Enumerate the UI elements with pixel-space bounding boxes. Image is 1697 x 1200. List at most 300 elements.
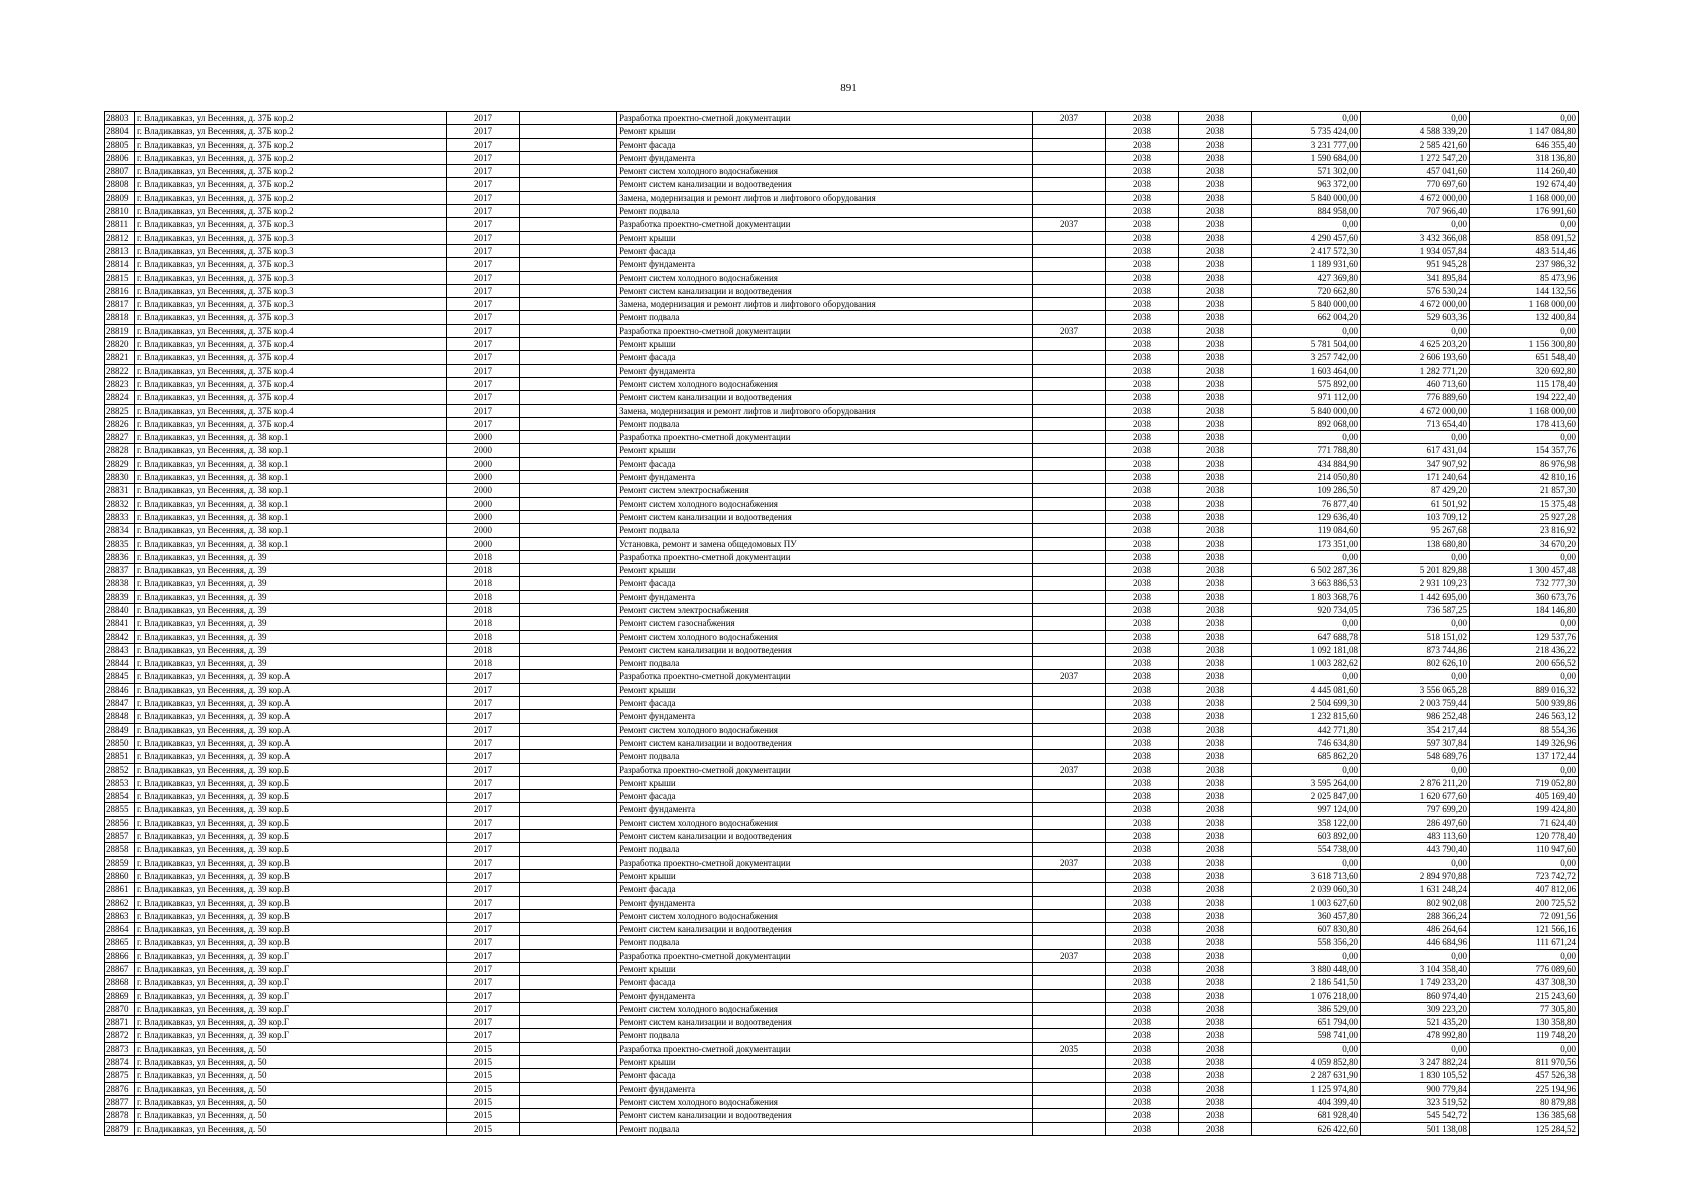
commission-year-cell: 2017 [447,923,520,936]
total-cost-cell: 5 781 504,00 [1252,338,1361,351]
table-row [105,617,1579,630]
commission-year-cell: 2015 [447,1069,520,1082]
row-number-cell: 28873 [105,1042,135,1055]
empty-cell [520,1122,617,1135]
design-year-cell [1033,1082,1106,1095]
plan-year-end-cell: 2038 [1179,564,1252,577]
empty-cell [520,564,617,577]
owners-cost-cell: 176 991,60 [1470,205,1579,218]
owners-cost-cell: 407 812,06 [1470,883,1579,896]
plan-year-end-cell: 2038 [1179,657,1252,670]
work-type-cell: Ремонт подвала [617,936,1033,949]
commission-year-cell: 2000 [447,510,520,523]
address-cell: г. Владикавказ, ул Весенняя, д. 37Б кор.4 [135,364,447,377]
fund-cost-cell: 1 282 771,20 [1361,364,1470,377]
fund-cost-cell: 0,00 [1361,550,1470,563]
address-cell: г. Владикавказ, ул Весенняя, д. 37Б кор.3 [135,244,447,257]
empty-cell [520,617,617,630]
table-row [105,643,1579,656]
plan-year-start-cell: 2038 [1106,231,1179,244]
plan-year-end-cell: 2038 [1179,856,1252,869]
address-cell: г. Владикавказ, ул Весенняя, д. 39 кор.Г [135,949,447,962]
owners-cost-cell: 0,00 [1470,763,1579,776]
address-cell: г. Владикавказ, ул Весенняя, д. 37Б кор.4 [135,417,447,430]
commission-year-cell: 2017 [447,178,520,191]
empty-cell [520,444,617,457]
plan-year-start-cell: 2038 [1106,151,1179,164]
owners-cost-cell: 0,00 [1470,617,1579,630]
owners-cost-cell: 237 986,32 [1470,258,1579,271]
plan-year-end-cell: 2038 [1179,923,1252,936]
row-number-cell: 28879 [105,1122,135,1135]
table-row [105,417,1579,430]
design-year-cell [1033,231,1106,244]
row-number-cell: 28825 [105,404,135,417]
fund-cost-cell: 478 992,80 [1361,1029,1470,1042]
work-type-cell: Ремонт крыши [617,776,1033,789]
owners-cost-cell: 215 243,60 [1470,989,1579,1002]
plan-year-end-cell: 2038 [1179,776,1252,789]
table-row [105,457,1579,470]
plan-year-end-cell: 2038 [1179,883,1252,896]
empty-cell [520,856,617,869]
design-year-cell [1033,457,1106,470]
owners-cost-cell: 723 742,72 [1470,869,1579,882]
owners-cost-cell: 0,00 [1470,550,1579,563]
owners-cost-cell: 457 526,38 [1470,1069,1579,1082]
design-year-cell [1033,736,1106,749]
empty-cell [520,883,617,896]
table-body [105,112,1579,1136]
design-year-cell [1033,936,1106,949]
empty-cell [520,723,617,736]
owners-cost-cell: 225 194,96 [1470,1082,1579,1095]
row-number-cell: 28810 [105,205,135,218]
work-type-cell: Ремонт систем канализации и водоотведения [617,510,1033,523]
fund-cost-cell: 457 041,60 [1361,165,1470,178]
address-cell: г. Владикавказ, ул Весенняя, д. 37Б кор.3 [135,298,447,311]
plan-year-end-cell: 2038 [1179,643,1252,656]
commission-year-cell: 2017 [447,670,520,683]
plan-year-start-cell: 2038 [1106,936,1179,949]
address-cell: г. Владикавказ, ул Весенняя, д. 37Б кор.2 [135,178,447,191]
plan-year-start-cell: 2038 [1106,311,1179,324]
total-cost-cell: 2 039 060,30 [1252,883,1361,896]
address-cell: г. Владикавказ, ул Весенняя, д. 39 [135,657,447,670]
plan-year-start-cell: 2038 [1106,1109,1179,1122]
owners-cost-cell: 811 970,56 [1470,1056,1579,1069]
empty-cell [520,936,617,949]
commission-year-cell: 2000 [447,444,520,457]
plan-year-start-cell: 2038 [1106,657,1179,670]
plan-year-start-cell: 2038 [1106,284,1179,297]
plan-year-end-cell: 2038 [1179,377,1252,390]
address-cell: г. Владикавказ, ул Весенняя, д. 39 [135,564,447,577]
commission-year-cell: 2018 [447,643,520,656]
total-cost-cell: 0,00 [1252,431,1361,444]
total-cost-cell: 5 840 000,00 [1252,298,1361,311]
commission-year-cell: 2017 [447,351,520,364]
plan-year-end-cell: 2038 [1179,338,1252,351]
address-cell: г. Владикавказ, ул Весенняя, д. 39 кор.Г [135,1029,447,1042]
row-number-cell: 28820 [105,338,135,351]
commission-year-cell: 2017 [447,112,520,125]
empty-cell [520,643,617,656]
address-cell: г. Владикавказ, ул Весенняя, д. 39 кор.Г [135,1016,447,1029]
fund-cost-cell: 986 252,48 [1361,710,1470,723]
total-cost-cell: 2 417 572,30 [1252,244,1361,257]
address-cell: г. Владикавказ, ул Весенняя, д. 39 кор.Б [135,763,447,776]
work-type-cell: Разработка проектно-сметной документации [617,856,1033,869]
plan-year-end-cell: 2038 [1179,138,1252,151]
empty-cell [520,710,617,723]
address-cell: г. Владикавказ, ул Весенняя, д. 50 [135,1122,447,1135]
plan-year-start-cell: 2038 [1106,471,1179,484]
commission-year-cell: 2017 [447,165,520,178]
plan-year-end-cell: 2038 [1179,989,1252,1002]
empty-cell [520,431,617,444]
empty-cell [520,1056,617,1069]
total-cost-cell: 554 738,00 [1252,843,1361,856]
plan-year-end-cell: 2038 [1179,1056,1252,1069]
commission-year-cell: 2018 [447,550,520,563]
row-number-cell: 28830 [105,471,135,484]
total-cost-cell: 647 688,78 [1252,630,1361,643]
work-type-cell: Ремонт систем канализации и водоотведения [617,643,1033,656]
design-year-cell: 2037 [1033,324,1106,337]
owners-cost-cell: 1 168 000,00 [1470,404,1579,417]
row-number-cell: 28862 [105,896,135,909]
commission-year-cell: 2017 [447,869,520,882]
address-cell: г. Владикавказ, ул Весенняя, д. 37Б кор.2 [135,138,447,151]
empty-cell [520,125,617,138]
commission-year-cell: 2017 [447,324,520,337]
empty-cell [520,311,617,324]
owners-cost-cell: 0,00 [1470,112,1579,125]
fund-cost-cell: 2 606 193,60 [1361,351,1470,364]
design-year-cell [1033,869,1106,882]
owners-cost-cell: 199 424,80 [1470,803,1579,816]
commission-year-cell: 2017 [447,404,520,417]
fund-cost-cell: 545 542,72 [1361,1109,1470,1122]
work-type-cell: Ремонт фасада [617,976,1033,989]
owners-cost-cell: 21 857,30 [1470,484,1579,497]
plan-year-start-cell: 2038 [1106,909,1179,922]
row-number-cell: 28831 [105,484,135,497]
work-type-cell: Ремонт крыши [617,963,1033,976]
fund-cost-cell: 802 902,08 [1361,896,1470,909]
fund-cost-cell: 1 442 695,00 [1361,590,1470,603]
total-cost-cell: 5 840 000,00 [1252,404,1361,417]
design-year-cell [1033,816,1106,829]
address-cell: г. Владикавказ, ул Весенняя, д. 39 кор.Г [135,1002,447,1015]
work-type-cell: Ремонт подвала [617,1122,1033,1135]
table-row [105,776,1579,789]
row-number-cell: 28805 [105,138,135,151]
empty-cell [520,138,617,151]
address-cell: г. Владикавказ, ул Весенняя, д. 39 [135,603,447,616]
fund-cost-cell: 3 432 366,08 [1361,231,1470,244]
address-cell: г. Владикавказ, ул Весенняя, д. 39 [135,590,447,603]
design-year-cell: 2037 [1033,856,1106,869]
page-number: 891 [840,82,857,94]
total-cost-cell: 3 595 264,00 [1252,776,1361,789]
fund-cost-cell: 597 307,84 [1361,736,1470,749]
row-number-cell: 28877 [105,1095,135,1108]
empty-cell [520,816,617,829]
work-type-cell: Ремонт фасада [617,1069,1033,1082]
fund-cost-cell: 5 201 829,88 [1361,564,1470,577]
total-cost-cell: 4 059 852,80 [1252,1056,1361,1069]
commission-year-cell: 2017 [447,231,520,244]
owners-cost-cell: 192 674,40 [1470,178,1579,191]
owners-cost-cell: 437 308,30 [1470,976,1579,989]
plan-year-end-cell: 2038 [1179,151,1252,164]
address-cell: г. Владикавказ, ул Весенняя, д. 38 кор.1 [135,524,447,537]
row-number-cell: 28855 [105,803,135,816]
owners-cost-cell: 318 136,80 [1470,151,1579,164]
commission-year-cell: 2015 [447,1042,520,1055]
total-cost-cell: 997 124,00 [1252,803,1361,816]
work-type-cell: Ремонт подвала [617,311,1033,324]
plan-year-start-cell: 2038 [1106,603,1179,616]
commission-year-cell: 2017 [447,856,520,869]
plan-year-start-cell: 2038 [1106,989,1179,1002]
design-year-cell [1033,909,1106,922]
fund-cost-cell: 460 713,60 [1361,377,1470,390]
design-year-cell [1033,524,1106,537]
design-year-cell [1033,178,1106,191]
total-cost-cell: 1 003 282,62 [1252,657,1361,670]
address-cell: г. Владикавказ, ул Весенняя, д. 38 кор.1 [135,510,447,523]
work-type-cell: Ремонт систем канализации и водоотведения [617,1109,1033,1122]
row-number-cell: 28826 [105,417,135,430]
total-cost-cell: 1 232 815,60 [1252,710,1361,723]
fund-cost-cell: 171 240,64 [1361,471,1470,484]
work-type-cell: Ремонт крыши [617,564,1033,577]
owners-cost-cell: 719 052,80 [1470,776,1579,789]
plan-year-start-cell: 2038 [1106,763,1179,776]
owners-cost-cell: 130 358,80 [1470,1016,1579,1029]
plan-year-start-cell: 2038 [1106,803,1179,816]
row-number-cell: 28822 [105,364,135,377]
plan-year-end-cell: 2038 [1179,603,1252,616]
empty-cell [520,577,617,590]
fund-cost-cell: 1 620 677,60 [1361,790,1470,803]
plan-year-start-cell: 2038 [1106,683,1179,696]
table-row [105,218,1579,231]
plan-year-start-cell: 2038 [1106,537,1179,550]
plan-year-start-cell: 2038 [1106,923,1179,936]
plan-year-end-cell: 2038 [1179,896,1252,909]
work-type-cell: Ремонт фундамента [617,471,1033,484]
row-number-cell: 28812 [105,231,135,244]
commission-year-cell: 2017 [447,896,520,909]
row-number-cell: 28816 [105,284,135,297]
table-row [105,497,1579,510]
fund-cost-cell: 138 680,80 [1361,537,1470,550]
commission-year-cell: 2000 [447,471,520,484]
fund-cost-cell: 3 104 358,40 [1361,963,1470,976]
address-cell: г. Владикавказ, ул Весенняя, д. 38 кор.1 [135,431,447,444]
plan-year-start-cell: 2038 [1106,444,1179,457]
fund-cost-cell: 4 672 000,00 [1361,298,1470,311]
plan-year-end-cell: 2038 [1179,577,1252,590]
total-cost-cell: 386 529,00 [1252,1002,1361,1015]
table-row [105,311,1579,324]
owners-cost-cell: 646 355,40 [1470,138,1579,151]
owners-cost-cell: 25 927,28 [1470,510,1579,523]
fund-cost-cell: 3 556 065,28 [1361,683,1470,696]
design-year-cell: 2037 [1033,763,1106,776]
owners-cost-cell: 732 777,30 [1470,577,1579,590]
plan-year-start-cell: 2038 [1106,630,1179,643]
design-year-cell [1033,497,1106,510]
fund-cost-cell: 4 672 000,00 [1361,404,1470,417]
commission-year-cell: 2017 [447,736,520,749]
total-cost-cell: 685 862,20 [1252,750,1361,763]
commission-year-cell: 2017 [447,377,520,390]
work-type-cell: Ремонт систем электроснабжения [617,484,1033,497]
address-cell: г. Владикавказ, ул Весенняя, д. 39 кор.В [135,856,447,869]
address-cell: г. Владикавказ, ул Весенняя, д. 37Б кор.4 [135,404,447,417]
empty-cell [520,949,617,962]
row-number-cell: 28847 [105,697,135,710]
address-cell: г. Владикавказ, ул Весенняя, д. 37Б кор.3 [135,284,447,297]
address-cell: г. Владикавказ, ул Весенняя, д. 37Б кор.2 [135,125,447,138]
plan-year-start-cell: 2038 [1106,431,1179,444]
design-year-cell [1033,1095,1106,1108]
total-cost-cell: 3 663 886,53 [1252,577,1361,590]
row-number-cell: 28853 [105,776,135,789]
design-year-cell [1033,151,1106,164]
plan-year-start-cell: 2038 [1106,736,1179,749]
table-row [105,391,1579,404]
plan-year-start-cell: 2038 [1106,112,1179,125]
table-row [105,178,1579,191]
work-type-cell: Ремонт систем газоснабжения [617,617,1033,630]
commission-year-cell: 2017 [447,284,520,297]
commission-year-cell: 2017 [447,391,520,404]
table-row [105,657,1579,670]
commission-year-cell: 2017 [447,1029,520,1042]
empty-cell [520,683,617,696]
address-cell: г. Владикавказ, ул Весенняя, д. 39 [135,550,447,563]
table-row [105,112,1579,125]
design-year-cell [1033,883,1106,896]
table-row [105,1016,1579,1029]
plan-year-end-cell: 2038 [1179,936,1252,949]
total-cost-cell: 598 741,00 [1252,1029,1361,1042]
owners-cost-cell: 1 147 084,80 [1470,125,1579,138]
row-number-cell: 28833 [105,510,135,523]
work-type-cell: Ремонт фундамента [617,803,1033,816]
empty-cell [520,670,617,683]
total-cost-cell: 892 068,00 [1252,417,1361,430]
address-cell: г. Владикавказ, ул Весенняя, д. 50 [135,1109,447,1122]
plan-year-end-cell: 2038 [1179,1016,1252,1029]
commission-year-cell: 2018 [447,603,520,616]
empty-cell [520,324,617,337]
design-year-cell [1033,603,1106,616]
design-year-cell: 2037 [1033,949,1106,962]
address-cell: г. Владикавказ, ул Весенняя, д. 39 кор.В [135,936,447,949]
work-type-cell: Ремонт фасада [617,883,1033,896]
work-type-cell: Разработка проектно-сметной документации [617,1042,1033,1055]
empty-cell [520,165,617,178]
commission-year-cell: 2018 [447,564,520,577]
address-cell: г. Владикавказ, ул Весенняя, д. 37Б кор.2 [135,191,447,204]
work-type-cell: Ремонт крыши [617,231,1033,244]
total-cost-cell: 0,00 [1252,949,1361,962]
work-type-cell: Замена, модернизация и ремонт лифтов и лифтового оборудования [617,298,1033,311]
owners-cost-cell: 86 976,98 [1470,457,1579,470]
table-row [105,191,1579,204]
commission-year-cell: 2017 [447,750,520,763]
row-number-cell: 28878 [105,1109,135,1122]
owners-cost-cell: 320 692,80 [1470,364,1579,377]
commission-year-cell: 2017 [447,963,520,976]
work-type-cell: Ремонт подвала [617,657,1033,670]
row-number-cell: 28832 [105,497,135,510]
total-cost-cell: 0,00 [1252,1042,1361,1055]
total-cost-cell: 1 189 931,60 [1252,258,1361,271]
owners-cost-cell: 0,00 [1470,218,1579,231]
empty-cell [520,803,617,816]
row-number-cell: 28865 [105,936,135,949]
work-type-cell: Ремонт подвала [617,843,1033,856]
table-row [105,1056,1579,1069]
owners-cost-cell: 125 284,52 [1470,1122,1579,1135]
fund-cost-cell: 1 934 057,84 [1361,244,1470,257]
fund-cost-cell: 2 876 211,20 [1361,776,1470,789]
plan-year-start-cell: 2038 [1106,205,1179,218]
fund-cost-cell: 1 272 547,20 [1361,151,1470,164]
total-cost-cell: 0,00 [1252,670,1361,683]
design-year-cell: 2037 [1033,670,1106,683]
work-type-cell: Разработка проектно-сметной документации [617,670,1033,683]
fund-cost-cell: 1 830 105,52 [1361,1069,1470,1082]
plan-year-end-cell: 2038 [1179,125,1252,138]
empty-cell [520,298,617,311]
total-cost-cell: 920 734,05 [1252,603,1361,616]
row-number-cell: 28848 [105,710,135,723]
plan-year-end-cell: 2038 [1179,1122,1252,1135]
row-number-cell: 28876 [105,1082,135,1095]
plan-year-start-cell: 2038 [1106,510,1179,523]
row-number-cell: 28827 [105,431,135,444]
work-type-cell: Установка, ремонт и замена общедомовых ПУ [617,537,1033,550]
total-cost-cell: 129 636,40 [1252,510,1361,523]
fund-cost-cell: 529 603,36 [1361,311,1470,324]
fund-cost-cell: 0,00 [1361,670,1470,683]
fund-cost-cell: 900 779,84 [1361,1082,1470,1095]
row-number-cell: 28814 [105,258,135,271]
plan-year-end-cell: 2038 [1179,112,1252,125]
owners-cost-cell: 23 816,92 [1470,524,1579,537]
row-number-cell: 28828 [105,444,135,457]
row-number-cell: 28863 [105,909,135,922]
plan-year-end-cell: 2038 [1179,457,1252,470]
address-cell: г. Владикавказ, ул Весенняя, д. 38 кор.1 [135,497,447,510]
address-cell: г. Владикавказ, ул Весенняя, д. 37Б кор.4 [135,324,447,337]
table-row [105,816,1579,829]
fund-cost-cell: 486 264,64 [1361,923,1470,936]
empty-cell [520,364,617,377]
plan-year-end-cell: 2038 [1179,630,1252,643]
owners-cost-cell: 111 671,24 [1470,936,1579,949]
row-number-cell: 28837 [105,564,135,577]
